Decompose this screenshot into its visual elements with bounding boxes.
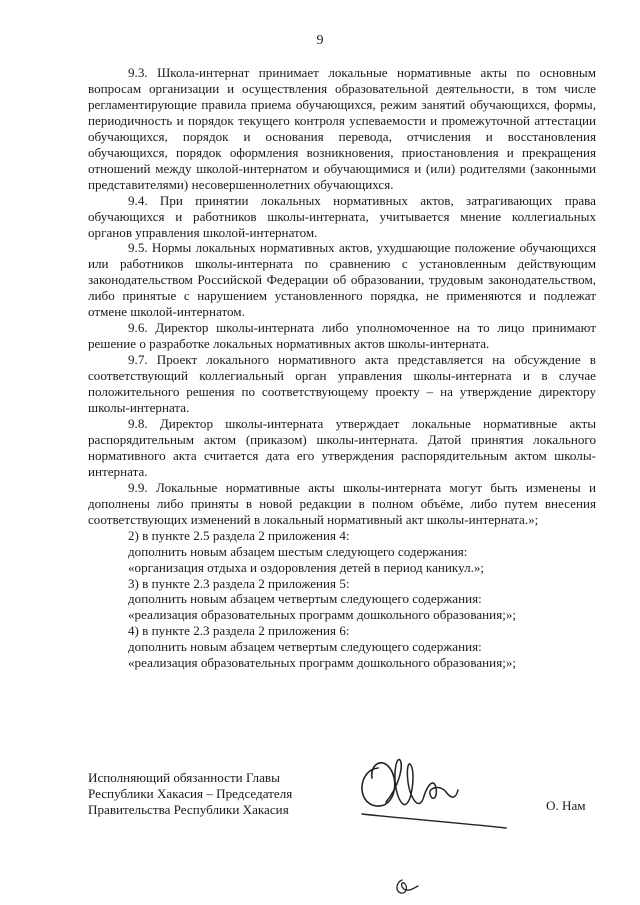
paragraph-9-6: 9.6. Директор школы-интерната либо уполномоченное на то лицо принимают решение о разработке локальных нормативных актов школы-интерната. [88, 320, 596, 352]
signatory-name: О. Нам [546, 798, 586, 813]
signatory-title-line: Правительства Республики Хакасия [88, 802, 289, 817]
amendment-instruction: дополнить новым абзацем шестым следующего содержания: [128, 543, 468, 559]
page-number: 9 [316, 33, 324, 48]
paragraph-9-8: 9.8. Директор школы-интерната утверждает локальные нормативные акты распорядительным актом (приказом) школы-интерната. Датой принятия локального нормативного акта считается дата его утверждения распорядительным актом школы-интерната. [88, 415, 596, 479]
handwritten-signature [348, 748, 518, 838]
amendment-quote: «реализация образовательных программ дошкольного образования;»; [128, 655, 517, 671]
paragraph-9-5: 9.5. Нормы локальных нормативных актов, ухудшающие положение обучающихся или работников школы-интерната по сравнению с установленным действующим законодательством Российской Федерации об образовании, трудовым законодательством, либо принятые с нарушением установленного порядка, не применяются и подлежат отмене школой-интернатом. [88, 240, 596, 320]
paragraph-9-9: 9.9. Локальные нормативные акты школы-интерната могут быть изменены и дополнены либо приняты в новой редакции в полном объёме, либо путем внесения соответствующих изменений в локальный нормативный акт школы-интерната.»; [88, 479, 596, 527]
amendment-instruction: дополнить новым абзацем четвертым следующего содержания: [128, 639, 482, 655]
amendment-item-3: 3) в пункте 2.3 раздела 2 приложения 5: [128, 575, 350, 591]
paragraph-9-3: 9.3. Школа-интернат принимает локальные нормативные акты по основным вопросам организации и осуществления образовательной деятельности, в том числе регламентирующие правила приема обучающихся, режим занятий обучающихся, формы, периодичность и порядок текущего контроля успеваемости и промежуточной аттестации обучающихся, порядок и основания перевода, отчисления и восстановления обучающихся, порядок оформления возникновения, приостановления и прекращения отношений между школой-интернатом и обучающимися и (или) родителями (законными представителями) несовершеннолетних обучающихся. [88, 65, 596, 192]
amendment-quote: «реализация образовательных программ дошкольного образования;»; [128, 607, 517, 623]
signatory-title-line: Исполняющий обязанности Главы [88, 770, 280, 785]
signatory-title-line: Республики Хакасия – Председателя [88, 786, 293, 801]
paragraph-9-7: 9.7. Проект локального нормативного акта представляется на обсуждение в соответствующий коллегиальный орган управления школы-интерната и в случае положительного решения по соответствующему проекту – на утверждение директору школы-интерната. [88, 352, 596, 416]
amendment-instruction: дополнить новым абзацем четвертым следующего содержания: [128, 591, 482, 607]
handwritten-initial-mark [392, 876, 420, 898]
signatory-title [88, 770, 388, 818]
amendment-item-4: 4) в пункте 2.3 раздела 2 приложения 6: [128, 623, 350, 639]
document-body [88, 65, 596, 671]
amendment-item-2: 2) в пункте 2.5 раздела 2 приложения 4: [128, 527, 350, 543]
amendment-quote: «организация отдыха и оздоровления детей в период каникул.»; [128, 559, 485, 575]
paragraph-9-4: 9.4. При принятии локальных нормативных актов, затрагивающих права обучающихся и работников школы-интерната, учитывается мнение коллегиальных органов управления школой-интернатом. [88, 192, 596, 240]
